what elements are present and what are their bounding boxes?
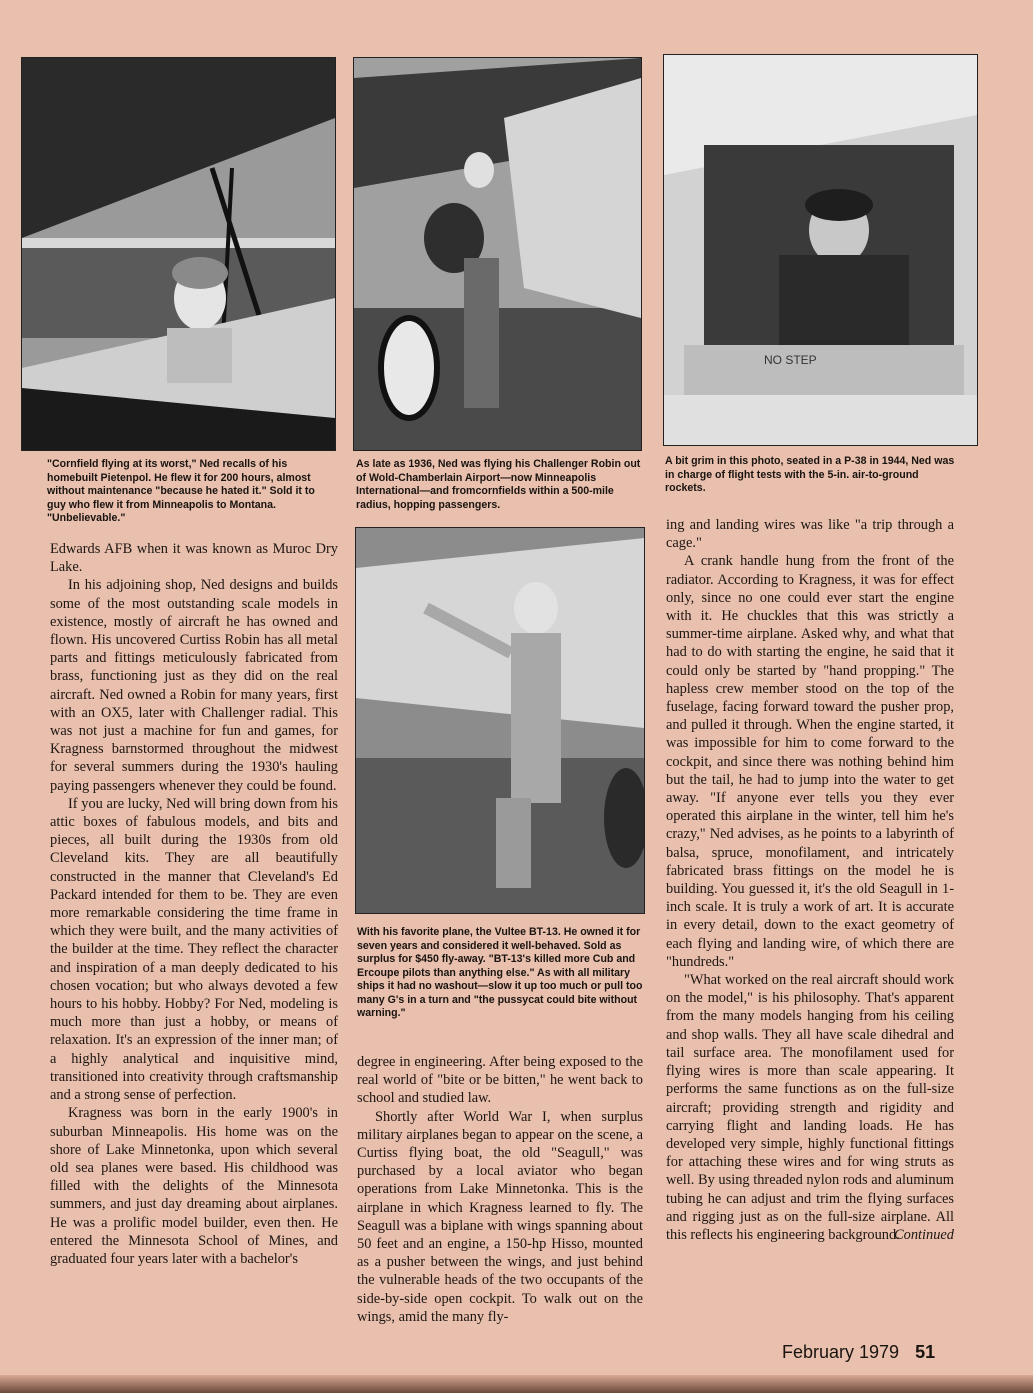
paragraph: In his adjoining shop, Ned designs and builds some of the most outstanding scale models in existence, mostly of aircraft he has owned and flown. His uncovered Curtiss Robin has all metal parts and fittings meticulously fabricated from brass, functioning just as they did on the real aircraft. Ned owned a Robin for many years, first with an OX5, later with Challenger radial. This was not just a machine for fun and games, for Kragness barnstormed throughout the midwest for several summers during the 1930's hauling paying passengers whenever they could be found.	[50, 577, 338, 794]
article-column-1	[50, 540, 338, 1268]
paragraph: Kragness was born in the early 1900's in suburban Minneapolis. His home was on the shore of Lake Minnetonka, upon which several old sea planes were based. His childhood was filled with the delights of the Minnesota summers, and just day dreaming about airplanes. He was a prolific model builder, even then. He entered the Minnesota School of Mines, and graduated four years later with a bachelor's	[50, 1105, 338, 1267]
photo-vultee	[355, 527, 645, 914]
scan-edge	[0, 1375, 1033, 1393]
caption-p38: A bit grim in this photo, seated in a P-38 in 1944, Ned was in charge of flight tests with the 5-in. air-to-ground rockets.	[665, 455, 955, 494]
photo-p38	[663, 54, 978, 446]
page-footer	[782, 1342, 935, 1363]
continued-label: Continued	[894, 1227, 954, 1244]
paragraph: ing and landing wires was like "a trip through a cage."	[666, 517, 954, 552]
paragraph: A crank handle hung from the front of the radiator. According to Kragness, it was for effect only, since no one could ever start the engine with it. He chuckles that this was strictly a summer-time airplane. Asked why, and what that had to do with starting the engine, he said that it could only be started by "hand propping." The hapless crew member stood on the top of the fuselage, facing forward toward the pusher prop, and pulled it through. When the engine started, it was impossible for him to come forward to the cockpit, and since there was nothing behind him but the tail, he had to jump into the water to get away. "If anyone ever tells you they ever operated this airplane in the winter, tell him he's crazy," Ned advises, as he points to a labyrinth of balsa, spruce, monofilament, and intricately fabricated brass fittings on the model he is building. You guessed it, it's the old Seagull in 1-inch scale. It is truly a work of art. It is accurate in every detail, down to the exact geometry of each flying and landing wire, of which there are "hundreds."	[666, 553, 954, 970]
caption-pietenpol: "Cornfield flying at its worst," Ned recalls of his homebuilt Pietenpol. He flew it for 200 hours, almost without maintenance "because he hated it." Sold it to guy who flew it from Minneapolis to Montana. "Unbelievable."	[47, 458, 315, 524]
caption-vultee: With his favorite plane, the Vultee BT-13. He owned it for seven years and considered it well-behaved. Sold as surplus for $450 fly-away. "BT-13's killed more Cub and Ercoupe pilots than anything else." As with all military ships it had no washout—slow it up too much or pull too many G's in a turn and "the pussycat could bite without warning."	[357, 926, 643, 1019]
article-column-3	[666, 516, 954, 1244]
page-number: 51	[915, 1342, 936, 1362]
paragraph: Shortly after World War I, when surplus military airplanes began to appear on the scene, a Curtiss flying boat, the old "Seagull," was purchased by a local aviator who began operations from Lake Minnetonka. This is the airplane in which Kragness learned to fly. The Seagull was a biplane with wings spanning about 50 feet and an engine, a 150-hp Hisso, mounted as a pusher between the wings, and just behind the vulnerable heads of the two occupants of the side-by-side open cockpit. To walk out on the wings, amid the many fly-	[357, 1108, 643, 1325]
issue-date: February 1979	[782, 1342, 900, 1362]
paragraph: degree in engineering. After being exposed to the real world of "bite or be bitten," he went back to school and studied law.	[357, 1054, 643, 1107]
paragraph: If you are lucky, Ned will bring down from his attic boxes of fabulous models, and bits and pieces, all built during the 1930s from old Cleveland kits. They are all beautifully constructed in the manner that Cleveland's Ed Packard intended for them to be. They are even more remarkable considering the time frame in which they were built, and the many activities of the builder at the time. They reflect the character and inspiration of a man deeply dedicated to his chosen vocation; but who always devoted a few hours to his hobby. Hobby? For Ned, modeling is much more than just a hobby, or means of relaxation. It's an expression of the inner man; of a highly analytical and inquisitive mind, transitioned into creativity through craftsmanship and a strong sense of perfection.	[50, 795, 338, 1104]
photo-curtiss-robin	[353, 57, 642, 451]
no-step-marking: NO STEP	[764, 353, 817, 367]
article-column-2	[357, 1053, 643, 1326]
paragraph: "What worked on the real aircraft should work on the model," is his philosophy. That's apparent from the many models hanging from his ceiling and shop walls. They all have scale dihedral and tail surface area. The monofilament used for flying wires is more than scale appearing. It performs the same functions as on the full-size aircraft; providing strength and rigidity and carrying flight and landing loads. He has developed very simple, highly functional fittings for attaching these wires and for wing struts as well. By using threaded nylon rods and aluminum tubing he can adjust and trim the flying surfaces and rigging just as on the full-size airplane. All this reflects his engineering background.	[666, 972, 954, 1243]
photo-pietenpol	[21, 57, 336, 451]
caption-robin: As late as 1936, Ned was flying his Challenger Robin out of Wold-Chamberlain Airport—now Minneapolis International—and fromcornfields within a 500-mile radius, hopping passengers.	[356, 458, 641, 511]
paragraph: Edwards AFB when it was known as Muroc Dry Lake.	[50, 541, 338, 576]
